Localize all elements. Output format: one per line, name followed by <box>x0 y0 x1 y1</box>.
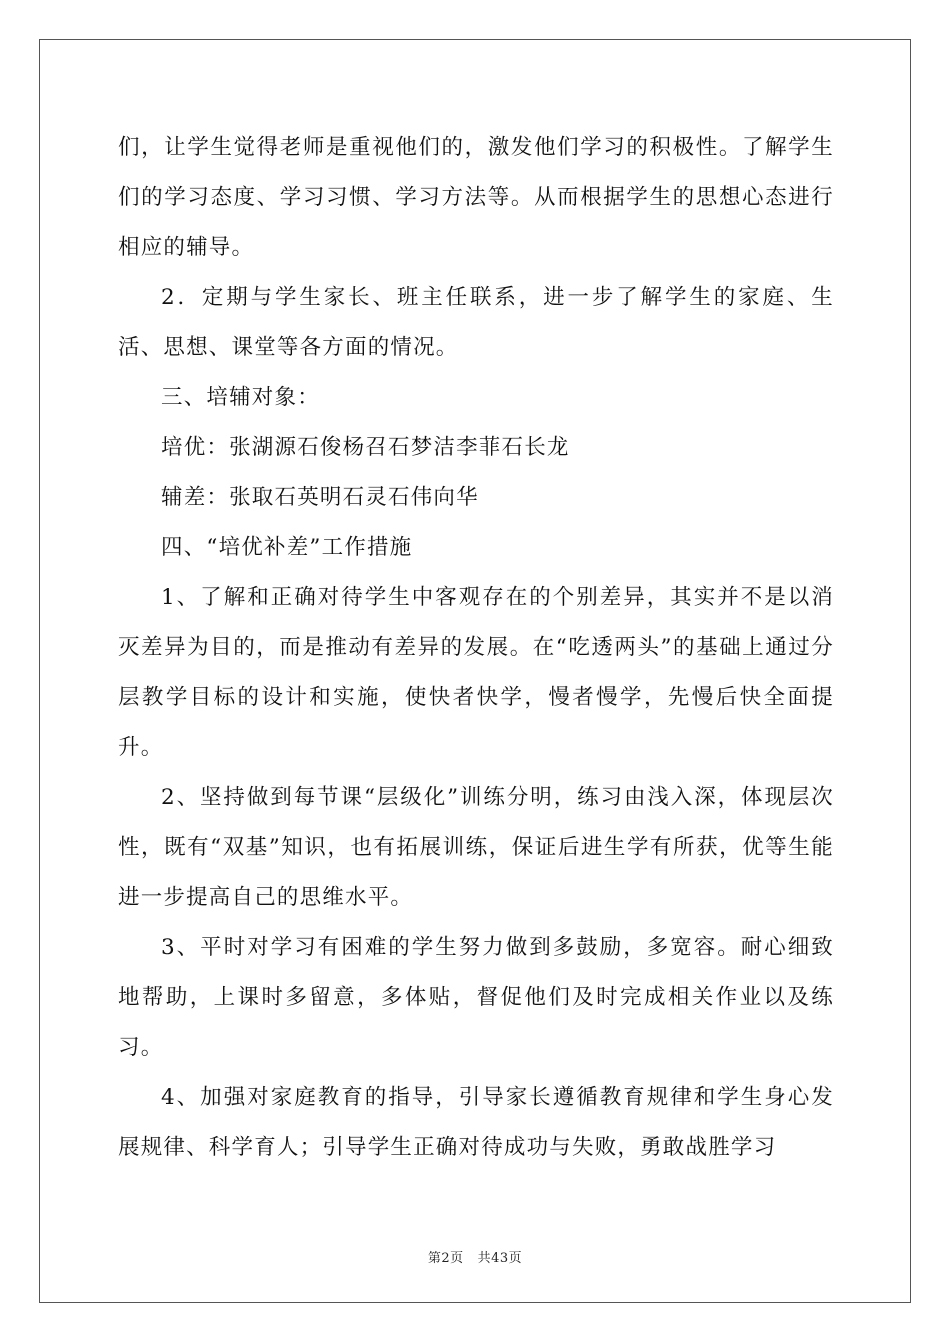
paragraph-weak-students: 辅差：张取石英明石灵石伟向华 <box>161 485 479 510</box>
section-heading-3: 三、培辅对象： <box>161 385 320 410</box>
page-total: 共43页 <box>477 1251 523 1266</box>
page-footer <box>0 1247 950 1266</box>
measure-3: 3、平时对学习有困难的学生努力做到多鼓励，多宽容。耐心细致地帮助，上课时多留意，多体贴，督促他们及时完成相关作业以及练习。 <box>118 935 834 1060</box>
page-number: 第2页 <box>427 1251 464 1266</box>
section-heading-4: 四、“培优补差”工作措施 <box>161 535 413 560</box>
paragraph-excellent-students: 培优：张湖源石俊杨召石梦洁李菲石长龙 <box>161 435 570 460</box>
measure-1: 1、了解和正确对待学生中客观存在的个别差异，其实并不是以消灭差异为目的，而是推动有差异的发展。在“吃透两头”的基础上通过分层教学目标的设计和实施，使快者快学，慢者慢学，先慢后快全面提升。 <box>118 585 834 760</box>
measure-2: 2、坚持做到每节课“层级化”训练分明，练习由浅入深，体现层次性，既有“双基”知识，也有拓展训练，保证后进生学有所获，优等生能进一步提高自己的思维水平。 <box>118 785 834 910</box>
document-body <box>118 123 834 1173</box>
paragraph-2: 2．定期与学生家长、班主任联系，进一步了解学生的家庭、生活、思想、课堂等各方面的情况。 <box>118 285 834 360</box>
measure-4: 4、加强对家庭教育的指导，引导家长遵循教育规律和学生身心发展规律、科学育人；引导学生正确对待成功与失败，勇敢战胜学习 <box>118 1085 834 1160</box>
paragraph-1: 们，让学生觉得老师是重视他们的，激发他们学习的积极性。了解学生们的学习态度、学习习惯、学习方法等。从而根据学生的思想心态进行相应的辅导。 <box>118 135 834 260</box>
